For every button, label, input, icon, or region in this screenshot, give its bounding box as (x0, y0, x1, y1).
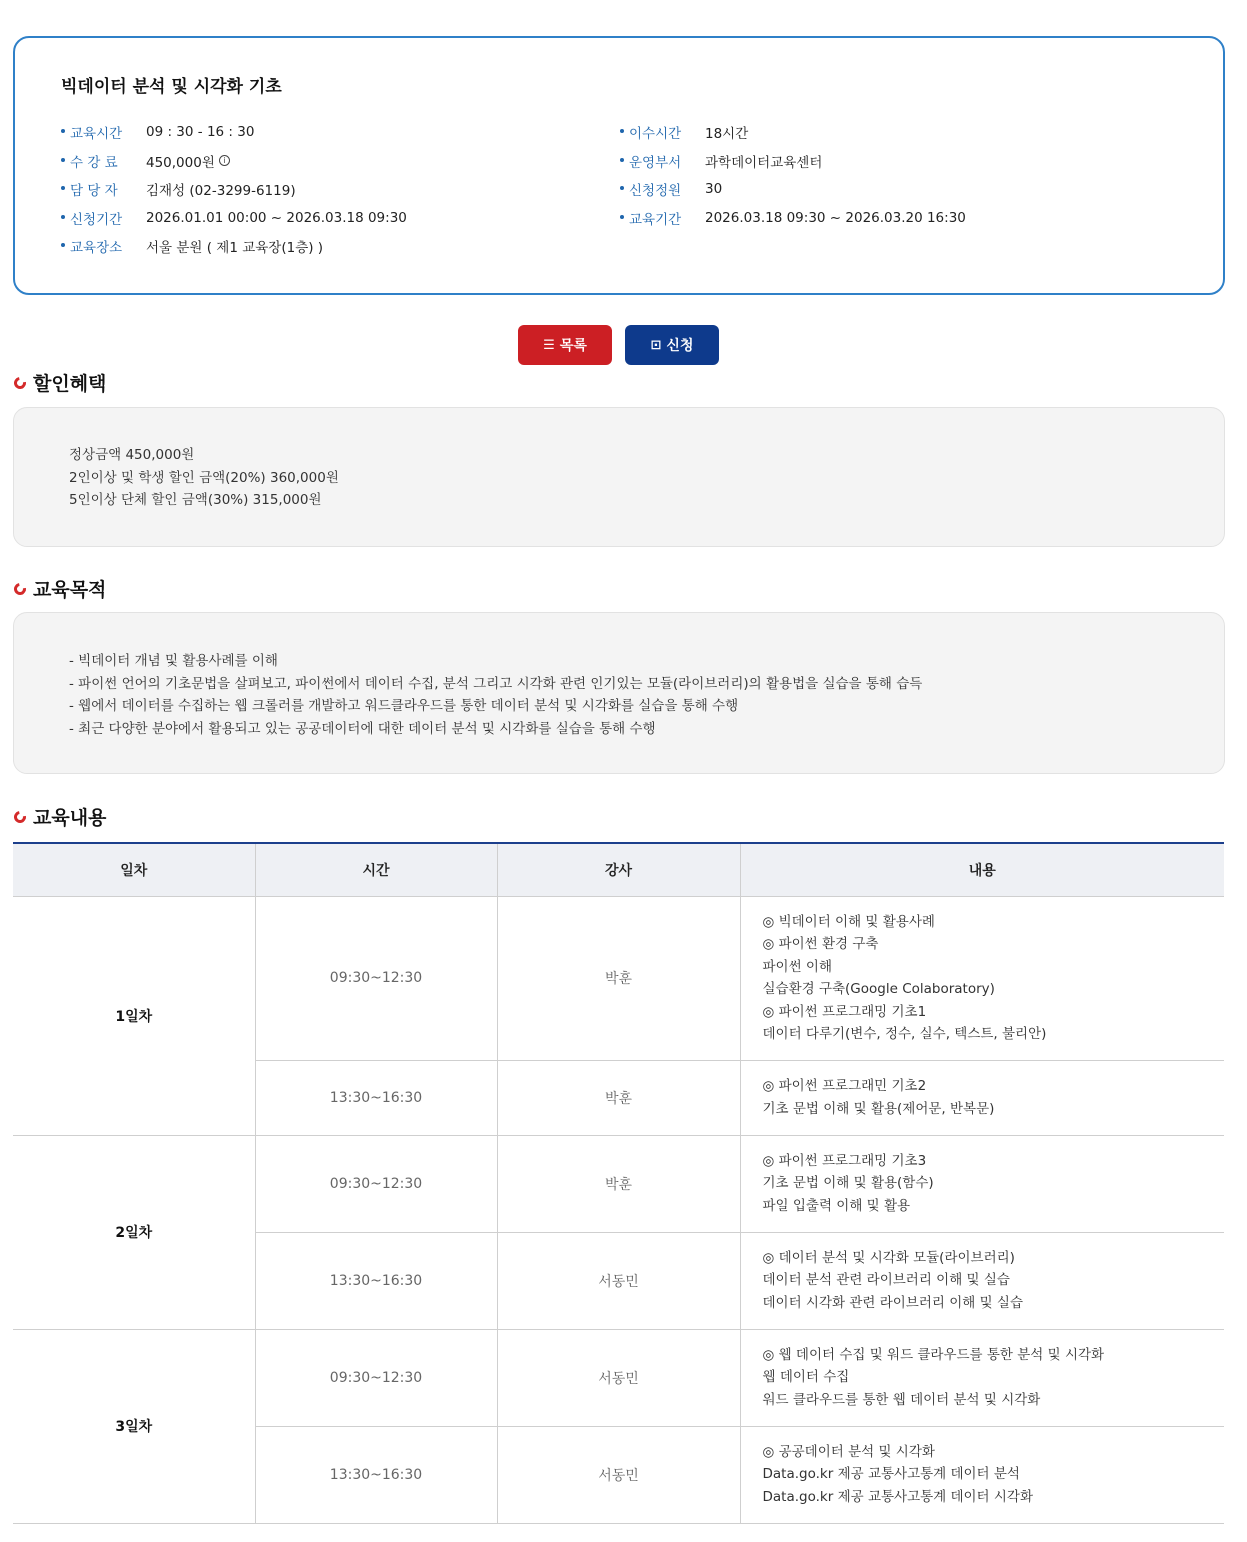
time-cell: 09:30~12:30 (255, 1135, 497, 1232)
list-icon: ☰ (543, 337, 555, 353)
teacher-cell: 서동민 (497, 1232, 740, 1329)
content-line: ◎ 파이썬 프로그래밍 기초3 (762, 1152, 927, 1169)
content-cell (740, 896, 1224, 1060)
table-row (13, 1329, 1224, 1426)
teacher-cell: 박훈 (497, 1135, 740, 1232)
info-label: 교육기간 (620, 208, 705, 228)
content-cell (740, 1135, 1224, 1232)
table-row (13, 896, 1224, 1060)
discount-line: 2인이상 및 학생 할인 금액(20%) 360,000원 (69, 469, 339, 486)
info-value: 30 (705, 181, 723, 198)
teacher-cell: 박훈 (497, 896, 740, 1060)
table-row (13, 1135, 1224, 1232)
purpose-box (13, 612, 1225, 774)
discount-section-header (13, 369, 106, 396)
content-line: Data.go.kr 제공 교통사고통계 데이터 시각화 (762, 1488, 1034, 1505)
content-section-title: 교육내용 (33, 807, 107, 829)
time-cell: 13:30~16:30 (255, 1426, 497, 1523)
info-label: 수 강 료 (61, 151, 146, 171)
content-line: ◎ 빅데이터 이해 및 활용사례 (762, 913, 935, 930)
course-title: 빅데이터 분석 및 시각화 기초 (61, 77, 282, 97)
purpose-line: - 웹에서 데이터를 수집하는 웹 크롤러를 개발하고 워드클라우드를 통한 데이터 분석 및 시각화를 실습을 통해 수행 (69, 698, 739, 714)
info-label: 신청기간 (61, 208, 146, 228)
info-value: 김재성 (02-3299-6119) (146, 183, 296, 200)
info-value: 18시간 (705, 126, 749, 143)
content-line: 파일 입출력 이해 및 활용 (762, 1197, 911, 1214)
teacher-cell: 박훈 (497, 1060, 740, 1135)
apply-button[interactable] (625, 325, 719, 365)
curriculum-table (13, 842, 1224, 1524)
info-row-hours (620, 118, 966, 147)
content-line: ◎ 데이터 분석 및 시각화 모듈(라이브러리) (762, 1249, 1015, 1266)
info-label: 신청정원 (620, 179, 705, 199)
discount-line: 정상금액 450,000원 (69, 447, 195, 463)
day-cell: 2일차 (13, 1135, 255, 1329)
list-button[interactable] (518, 325, 612, 365)
discount-section-title: 할인혜택 (33, 373, 107, 395)
course-info-left (61, 118, 407, 261)
info-row-place (61, 232, 407, 261)
content-line: ◎ 공공데이터 분석 및 시각화 (762, 1443, 935, 1460)
content-cell (740, 1426, 1224, 1523)
info-label: 교육시간 (61, 122, 146, 142)
purpose-section-title: 교육목적 (33, 579, 107, 601)
info-label: 교육장소 (61, 236, 146, 256)
info-row-dept (620, 147, 966, 176)
purpose-line: - 빅데이터 개념 및 활용사례를 이해 (69, 653, 278, 669)
content-line: 기초 문법 이해 및 활용(함수) (762, 1175, 934, 1192)
header-day: 일차 (13, 843, 255, 896)
apply-icon: ⊡ (650, 337, 662, 353)
content-line: 실습환경 구축(Google Colaboratory) (762, 981, 995, 997)
info-row-fee (61, 147, 407, 176)
content-line: 웹 데이터 수집 (762, 1369, 850, 1386)
purpose-section-header (13, 575, 106, 602)
teacher-cell: 서동민 (497, 1426, 740, 1523)
day-cell: 1일차 (13, 896, 255, 1135)
section-bullet-icon (13, 376, 27, 390)
info-row-contact (61, 175, 407, 204)
apply-button-label: 신청 (666, 338, 694, 354)
content-line: 파이썬 이해 (762, 958, 832, 975)
info-value: 450,000원 (146, 154, 215, 171)
info-row-edu-period (620, 204, 966, 233)
time-cell: 13:30~16:30 (255, 1232, 497, 1329)
header-content: 내용 (740, 843, 1224, 896)
info-tooltip-icon[interactable]: i (219, 155, 230, 166)
content-line: 기초 문법 이해 및 활용(제어문, 반복문) (762, 1100, 995, 1117)
list-button-label: 목록 (559, 338, 587, 354)
discount-box (13, 407, 1225, 547)
content-line: Data.go.kr 제공 교통사고통계 데이터 분석 (762, 1466, 1020, 1483)
content-cell (740, 1060, 1224, 1135)
info-label: 이수시간 (620, 122, 705, 142)
info-value: 과학데이터교육센터 (705, 154, 823, 171)
info-label: 운영부서 (620, 151, 705, 171)
info-value: 09 : 30 - 16 : 30 (146, 124, 255, 141)
content-section-header (13, 803, 106, 830)
header-teacher: 강사 (497, 843, 740, 896)
course-info-box (13, 36, 1225, 295)
section-bullet-icon (13, 810, 27, 824)
info-row-apply-period (61, 204, 407, 233)
info-value: 서울 분원 ( 제1 교육장(1층) ) (146, 240, 324, 257)
info-row-edu-time (61, 118, 407, 147)
content-line: 데이터 시각화 관련 라이브러리 이해 및 실습 (762, 1294, 1023, 1311)
content-line: ◎ 파이썬 환경 구축 (762, 936, 879, 952)
info-value: 2026.01.01 00:00 ~ 2026.03.18 09:30 (146, 209, 407, 226)
time-cell: 09:30~12:30 (255, 1329, 497, 1426)
content-line: 데이터 분석 관련 라이브러리 이해 및 실습 (762, 1272, 1010, 1289)
day-cell: 3일차 (13, 1329, 255, 1523)
content-line: ◎ 웹 데이터 수집 및 워드 클라우드를 통한 분석 및 시각화 (762, 1346, 1105, 1363)
header-time: 시간 (255, 843, 497, 896)
purpose-line: - 최근 다양한 분야에서 활용되고 있는 공공데이터에 대한 데이터 분석 및 시각화를 실습을 통해 수행 (69, 720, 656, 737)
content-line: 워드 클라우드를 통한 웹 데이터 분석 및 시각화 (762, 1391, 1041, 1408)
content-line: ◎ 파이썬 프로그래민 기초2 (762, 1078, 927, 1094)
content-line: 데이터 다루기(변수, 정수, 실수, 텍스트, 불리안) (762, 1026, 1047, 1042)
teacher-cell: 서동민 (497, 1329, 740, 1426)
content-cell (740, 1232, 1224, 1329)
info-value: 2026.03.18 09:30 ~ 2026.03.20 16:30 (705, 209, 966, 226)
time-cell: 09:30~12:30 (255, 896, 497, 1060)
purpose-line: - 파이썬 언어의 기초문법을 살펴보고, 파이썬에서 데이터 수집, 분석 그리고 시각화 관련 인기있는 모듈(라이브러리)의 활용법을 실습을 통해 습득 (69, 675, 923, 692)
content-cell (740, 1329, 1224, 1426)
info-row-capacity (620, 175, 966, 204)
discount-line: 5인이상 단체 할인 금액(30%) 315,000원 (69, 492, 322, 508)
section-bullet-icon (13, 582, 27, 596)
time-cell: 13:30~16:30 (255, 1060, 497, 1135)
info-label: 담 당 자 (61, 179, 146, 199)
course-info-right (620, 118, 966, 232)
content-line: ◎ 파이썬 프로그래밍 기초1 (762, 1003, 927, 1020)
table-header-row (13, 843, 1224, 896)
